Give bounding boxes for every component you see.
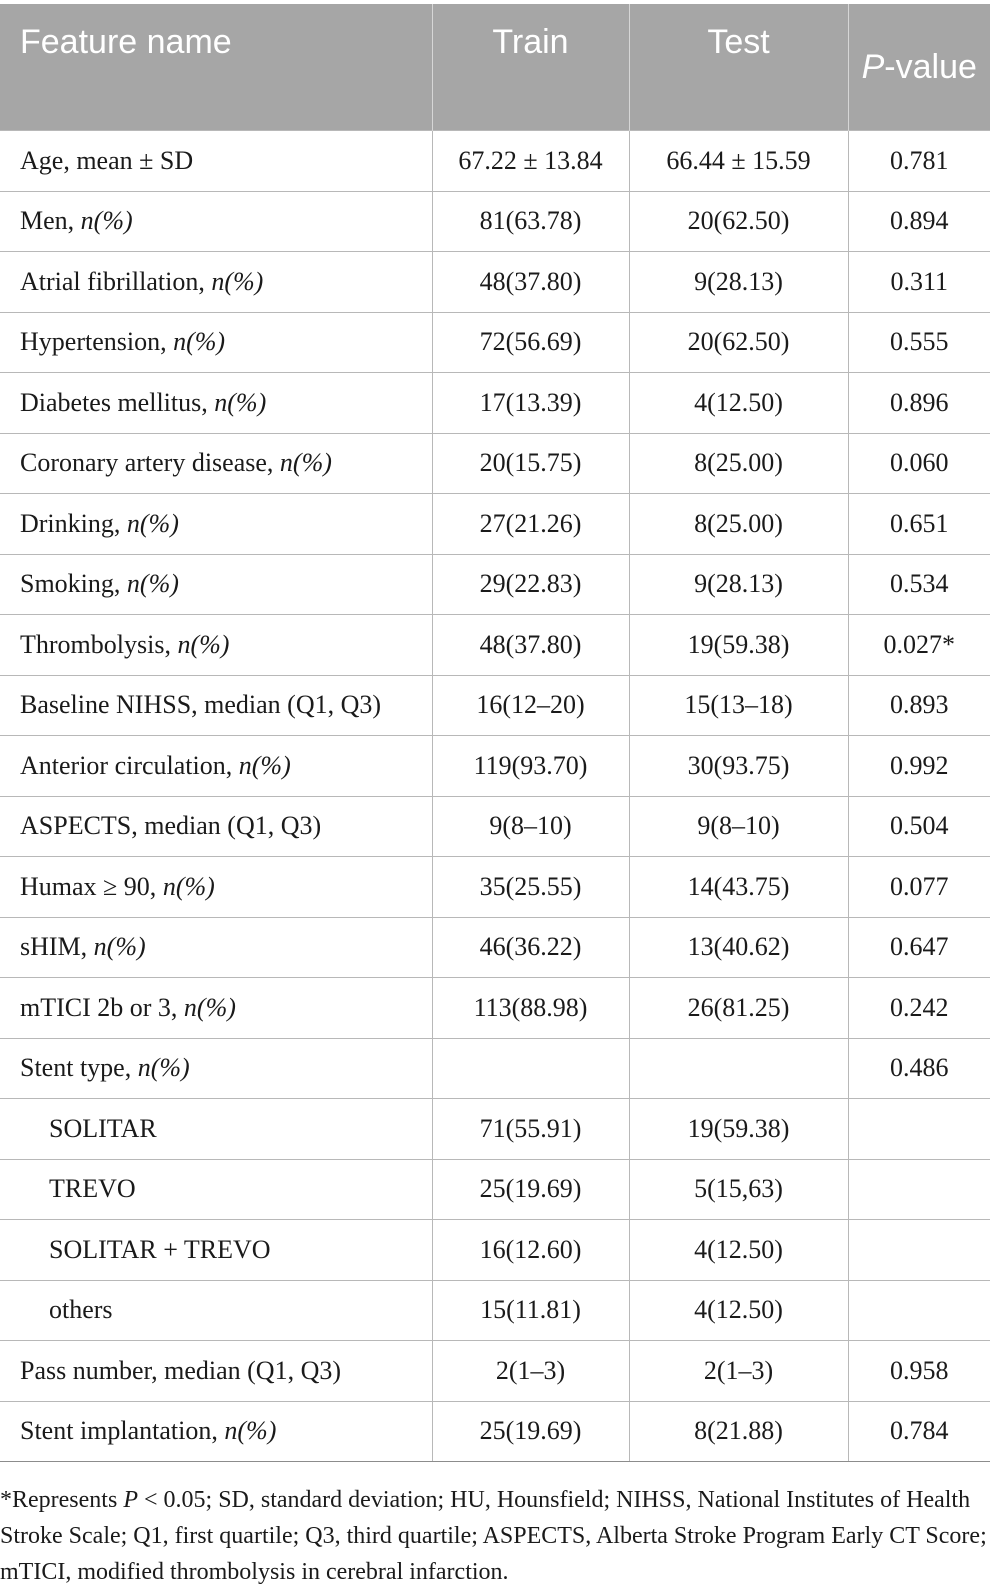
train-value-cell: 16(12–20): [432, 675, 629, 736]
characteristics-table: [0, 4, 990, 1462]
test-value-cell: 8(21.88): [629, 1401, 848, 1462]
feature-unit: n(%): [137, 1053, 190, 1083]
feature-label: Baseline NIHSS, median (Q1, Q3): [20, 690, 382, 720]
train-value-cell: 46(36.22): [432, 917, 629, 978]
feature-name-cell: [0, 736, 432, 797]
train-value-cell: 113(88.98): [432, 978, 629, 1039]
feature-name-cell: [0, 1341, 432, 1402]
train-value-cell: 15(11.81): [432, 1280, 629, 1341]
table-row: [0, 615, 990, 676]
p-value-cell: 0.504: [848, 796, 990, 857]
feature-name-cell: [0, 191, 432, 252]
feature-label: Age, mean ± SD: [20, 145, 194, 175]
header-test: Test: [629, 4, 848, 131]
train-value-cell: 20(15.75): [432, 433, 629, 494]
feature-name-cell: [0, 615, 432, 676]
feature-name-cell: [0, 1038, 432, 1099]
table-body: [0, 131, 990, 1462]
table-row: [0, 191, 990, 252]
table-row: [0, 312, 990, 373]
feature-unit: n(%): [80, 206, 133, 236]
table-row: [0, 857, 990, 918]
test-value-cell: 4(12.50): [629, 373, 848, 434]
p-value-cell: 0.555: [848, 312, 990, 373]
test-value-cell: 4(12.50): [629, 1280, 848, 1341]
feature-name-cell: [0, 373, 432, 434]
table-row: [0, 736, 990, 797]
test-value-cell: 9(28.13): [629, 252, 848, 313]
train-value-cell: 27(21.26): [432, 494, 629, 555]
feature-unit: n(%): [214, 387, 267, 417]
feature-label: Atrial fibrillation,: [20, 266, 212, 296]
test-value-cell: 19(59.38): [629, 615, 848, 676]
feature-unit: n(%): [224, 1416, 277, 1446]
table-row: [0, 1038, 990, 1099]
train-value-cell: 48(37.80): [432, 252, 629, 313]
train-value-cell: [432, 1038, 629, 1099]
feature-name-cell: [0, 433, 432, 494]
header-p-letter: P: [861, 48, 885, 86]
p-value-cell: 0.781: [848, 131, 990, 192]
feature-label: Men,: [20, 206, 81, 236]
footnote-p-letter: P: [123, 1487, 138, 1513]
train-value-cell: 71(55.91): [432, 1099, 629, 1160]
table-header: [0, 4, 990, 131]
p-value-cell: 0.958: [848, 1341, 990, 1402]
feature-label: Thrombolysis,: [20, 629, 178, 659]
feature-name-cell: [0, 131, 432, 192]
feature-label: sHIM,: [20, 932, 94, 962]
p-value-cell: 0.894: [848, 191, 990, 252]
p-value-cell: 0.486: [848, 1038, 990, 1099]
feature-unit: n(%): [173, 327, 226, 357]
p-value-cell: 0.311: [848, 252, 990, 313]
table-row: [0, 373, 990, 434]
feature-label: SOLITAR + TREVO: [49, 1234, 271, 1264]
feature-label: ASPECTS, median (Q1, Q3): [20, 811, 322, 841]
train-value-cell: 9(8–10): [432, 796, 629, 857]
feature-unit: n(%): [126, 569, 179, 599]
test-value-cell: 20(62.50): [629, 312, 848, 373]
table-row: [0, 494, 990, 555]
table-row: [0, 1099, 990, 1160]
feature-label: TREVO: [49, 1174, 136, 1204]
feature-name-cell: [0, 1099, 432, 1160]
train-value-cell: 25(19.69): [432, 1401, 629, 1462]
p-value-cell: 0.060: [848, 433, 990, 494]
header-feature-name: Feature name: [0, 4, 432, 131]
train-value-cell: 29(22.83): [432, 554, 629, 615]
feature-label: Diabetes mellitus,: [20, 387, 215, 417]
test-value-cell: 13(40.62): [629, 917, 848, 978]
feature-label: others: [49, 1295, 113, 1325]
test-value-cell: 19(59.38): [629, 1099, 848, 1160]
test-value-cell: 20(62.50): [629, 191, 848, 252]
test-value-cell: 26(81.25): [629, 978, 848, 1039]
table-row: [0, 1220, 990, 1281]
table-footnote: [0, 1482, 990, 1590]
train-value-cell: 25(19.69): [432, 1159, 629, 1220]
feature-label: Anterior circulation,: [20, 750, 239, 780]
feature-name-cell: [0, 1159, 432, 1220]
train-value-cell: 72(56.69): [432, 312, 629, 373]
test-value-cell: 8(25.00): [629, 433, 848, 494]
p-value-cell: [848, 1280, 990, 1341]
table-row: [0, 554, 990, 615]
feature-name-cell: [0, 494, 432, 555]
feature-name-cell: [0, 796, 432, 857]
table-row: [0, 1401, 990, 1462]
test-value-cell: 15(13–18): [629, 675, 848, 736]
feature-unit: n(%): [211, 266, 264, 296]
feature-name-cell: [0, 1280, 432, 1341]
train-value-cell: 119(93.70): [432, 736, 629, 797]
p-value-cell: 0.784: [848, 1401, 990, 1462]
table-row: [0, 917, 990, 978]
feature-unit: n(%): [126, 508, 179, 538]
feature-unit: n(%): [279, 448, 332, 478]
footnote-text: < 0.05; SD, standard deviation; HU, Hounsfield; NIHSS, National Institutes of Health Stroke Scale; Q1, first quartile; Q3, third quartile; ASPECTS, Alberta Stroke Program Early CT Score; mTICI, modified thrombolysis in cerebral infarction.: [0, 1487, 987, 1585]
feature-unit: n(%): [93, 932, 146, 962]
p-value-cell: [848, 1159, 990, 1220]
feature-name-cell: [0, 675, 432, 736]
table-row: [0, 1159, 990, 1220]
table-row: [0, 252, 990, 313]
feature-unit: n(%): [162, 871, 215, 901]
train-value-cell: 16(12.60): [432, 1220, 629, 1281]
train-value-cell: 2(1–3): [432, 1341, 629, 1402]
feature-label: Stent type,: [20, 1053, 138, 1083]
p-value-cell: 0.896: [848, 373, 990, 434]
test-value-cell: 2(1–3): [629, 1341, 848, 1402]
header-p-suffix: -value: [884, 48, 977, 86]
train-value-cell: 81(63.78): [432, 191, 629, 252]
table-row: [0, 978, 990, 1039]
test-value-cell: 8(25.00): [629, 494, 848, 555]
table-row: [0, 433, 990, 494]
test-value-cell: 30(93.75): [629, 736, 848, 797]
feature-label: Humax ≥ 90,: [20, 871, 163, 901]
train-value-cell: 35(25.55): [432, 857, 629, 918]
feature-label: Stent implantation,: [20, 1416, 225, 1446]
table-row: [0, 1341, 990, 1402]
feature-label: Coronary artery disease,: [20, 448, 280, 478]
feature-unit: n(%): [238, 750, 291, 780]
test-value-cell: 14(43.75): [629, 857, 848, 918]
feature-name-cell: [0, 554, 432, 615]
p-value-cell: 0.242: [848, 978, 990, 1039]
p-value-cell: [848, 1099, 990, 1160]
train-value-cell: 48(37.80): [432, 615, 629, 676]
feature-name-cell: [0, 252, 432, 313]
header-p-value: [848, 4, 990, 131]
header-train: Train: [432, 4, 629, 131]
p-value-cell: 0.534: [848, 554, 990, 615]
table-row: [0, 131, 990, 192]
test-value-cell: 4(12.50): [629, 1220, 848, 1281]
feature-unit: n(%): [177, 629, 230, 659]
table-row: [0, 796, 990, 857]
test-value-cell: [629, 1038, 848, 1099]
test-value-cell: 9(8–10): [629, 796, 848, 857]
p-value-cell: 0.647: [848, 917, 990, 978]
p-value-cell: 0.992: [848, 736, 990, 797]
feature-label: mTICI 2b or 3,: [20, 992, 184, 1022]
feature-label: Drinking,: [20, 508, 127, 538]
table-row: [0, 1280, 990, 1341]
footnote-lead: *Represents: [0, 1487, 124, 1513]
train-value-cell: 17(13.39): [432, 373, 629, 434]
train-value-cell: 67.22 ± 13.84: [432, 131, 629, 192]
table-row: [0, 675, 990, 736]
feature-label: Smoking,: [20, 569, 127, 599]
header-row: [0, 4, 990, 131]
p-value-cell: 0.077: [848, 857, 990, 918]
feature-name-cell: [0, 978, 432, 1039]
feature-label: Pass number, median (Q1, Q3): [20, 1355, 342, 1385]
feature-label: Hypertension,: [20, 327, 174, 357]
feature-label: SOLITAR: [49, 1113, 157, 1143]
p-value-cell: 0.651: [848, 494, 990, 555]
feature-name-cell: [0, 917, 432, 978]
test-value-cell: 5(15,63): [629, 1159, 848, 1220]
p-value-cell: 0.893: [848, 675, 990, 736]
feature-unit: n(%): [183, 992, 236, 1022]
feature-name-cell: [0, 312, 432, 373]
feature-name-cell: [0, 857, 432, 918]
feature-name-cell: [0, 1401, 432, 1462]
test-value-cell: 66.44 ± 15.59: [629, 131, 848, 192]
feature-name-cell: [0, 1220, 432, 1281]
test-value-cell: 9(28.13): [629, 554, 848, 615]
p-value-cell: 0.027*: [848, 615, 990, 676]
p-value-cell: [848, 1220, 990, 1281]
